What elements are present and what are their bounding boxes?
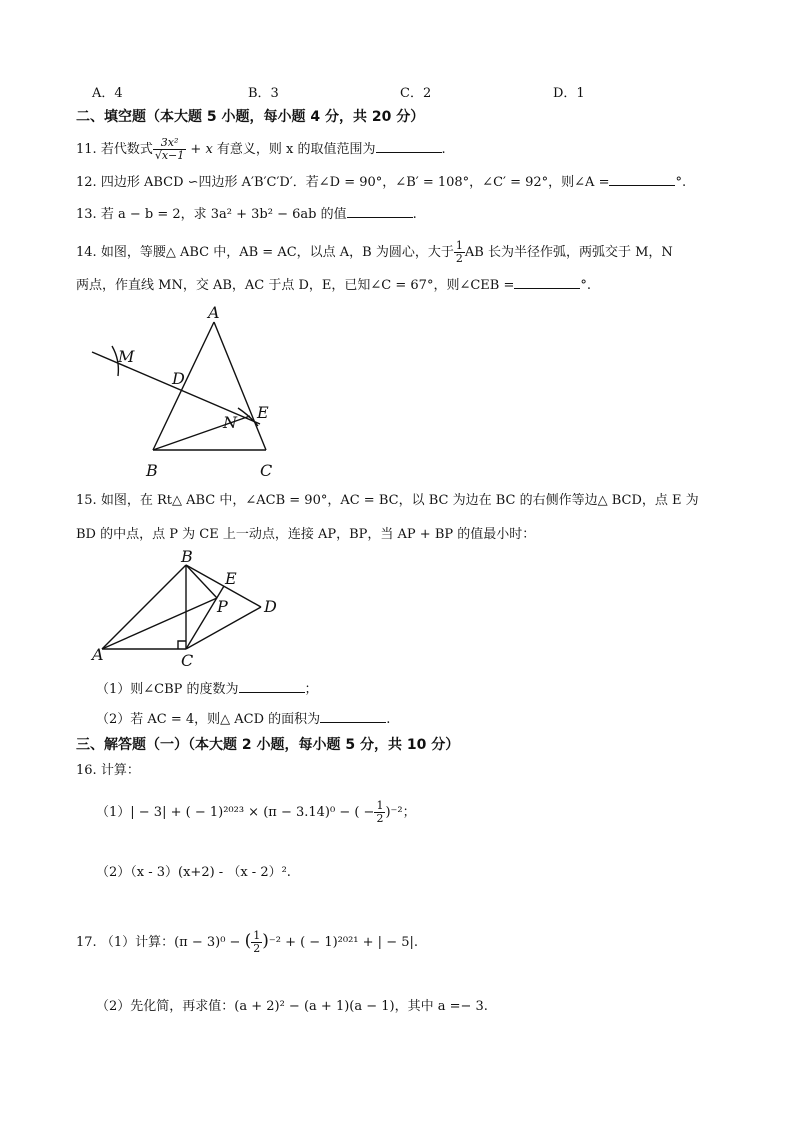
question-15-sub-1 (96, 680, 318, 699)
q17-left-paren: ( (244, 931, 252, 951)
q17-sub2: （2）先化简，再求值：(a + 2)² − (a + 1)(a − 1)，其中 a =− 3. (96, 999, 488, 1014)
q12-number: 12. (76, 175, 97, 190)
option-b: B．3 (248, 86, 279, 101)
fig14-label-b: B (146, 461, 158, 480)
q14-frac-den: 2 (455, 252, 463, 265)
figure-15 (88, 548, 288, 672)
fig14-label-n: N (223, 413, 237, 432)
q15-sub1-answer-blank (239, 680, 305, 693)
figure-14 (80, 300, 290, 480)
q15-sub1: （1）则∠CBP 的度数为 (96, 682, 239, 697)
q14-answer-blank (514, 276, 580, 289)
q11-end: . (441, 142, 446, 157)
fig15-label-e: E (225, 569, 237, 588)
fig15-label-d: D (264, 597, 277, 616)
section-2-heading: 二、填空题（本大题 5 小题，每小题 4 分，共 20 分） (76, 109, 425, 125)
q15-sub2: （2）若 AC = 4，则△ ACD 的面积为 (96, 712, 321, 727)
q11-plus: + x (190, 142, 213, 157)
q16-title: 计算： (100, 763, 140, 778)
q11-fraction (153, 137, 186, 162)
q14-line2: 两点，作直线 MN，交 AB，AC 于点 D，E，已知∠C = 67°，则∠CEB = (76, 278, 515, 293)
q16-frac-num: 1 (376, 799, 384, 812)
q15-line2: BD 的中点，点 P 为 CE 上一动点，连接 AP，BP，当 AP + BP 的值最小时： (76, 527, 536, 542)
q16-frac-den: 2 (376, 812, 384, 825)
q16-fraction (374, 800, 385, 825)
q17-number: 17. (76, 935, 97, 950)
q16-number: 16. (76, 763, 97, 778)
q13-text: 若 a − b = 2，求 3a² + 3b² − 6ab 的值 (100, 207, 347, 222)
q15-sub2-answer-blank (320, 710, 386, 723)
q15-line1: 如图，在 Rt△ ABC 中，∠ACB = 90°，AC = BC，以 BC 为边在 BC 的右侧作等边△ BCD，点 E 为 (100, 493, 699, 508)
option-a: A．4 (92, 86, 123, 101)
fig14-label-e: E (257, 403, 269, 422)
q17-sub1-a: （1）计算：(π − 3)⁰ − (100, 935, 241, 950)
option-c: C．2 (400, 86, 432, 101)
q17-right-paren: ) (262, 931, 269, 951)
q16-sub1-end: )⁻²； (385, 805, 416, 820)
question-16 (76, 762, 140, 780)
q14-line1-b: AB 长为半径作弧，两弧交于 M，N (464, 245, 673, 260)
question-11 (76, 137, 446, 162)
fig15-label-a: A (92, 645, 104, 664)
q11-number: 11. (76, 142, 97, 157)
q17-frac-num: 1 (253, 929, 261, 942)
q14-line1-a: 如图，等腰△ ABC 中，AB = AC，以点 A，B 为圆心，大于 (100, 245, 454, 260)
q17-frac-den: 2 (253, 942, 261, 955)
q17-sub1-b: ⁻² + ( − 1)²⁰²¹ + | − 5|. (268, 935, 419, 950)
question-16-sub-1 (96, 800, 416, 825)
q12-text: 四边形 ABCD ∽四边形 A′B′C′D′．若∠D = 90°，∠B′ = 108°，∠C′ = 92°，则∠A = (100, 175, 610, 190)
q11-answer-blank (376, 140, 442, 153)
q13-end: . (412, 207, 417, 222)
question-14-line-1 (76, 240, 673, 265)
fig14-label-d: D (172, 369, 185, 388)
question-16-sub-2 (96, 864, 291, 882)
question-15-line-2 (76, 526, 535, 544)
fig15-label-p: P (217, 597, 228, 616)
q15-sub1-end: ； (304, 682, 318, 697)
question-15-sub-2 (96, 710, 390, 729)
q14-end: °. (580, 278, 591, 293)
q14-fraction (454, 240, 465, 265)
question-17-sub-1 (76, 930, 418, 955)
fig15-label-b: B (181, 548, 193, 566)
q11-frac-num: 3x² (153, 137, 186, 150)
option-d: D．1 (553, 86, 585, 101)
question-13 (76, 205, 417, 224)
q16-sub2: （2）（x - 3）(x+2) - （x - 2）². (96, 865, 291, 880)
question-14-line-2 (76, 276, 591, 295)
fig14-label-m: M (118, 347, 135, 366)
q14-frac-num: 1 (455, 239, 463, 252)
q12-answer-blank (609, 173, 675, 186)
q15-number: 15. (76, 493, 97, 508)
q11-frac-den: √x−1 (154, 149, 185, 162)
fig14-label-c: C (260, 461, 273, 480)
fig15-label-c: C (181, 651, 194, 670)
q17-fraction (251, 930, 262, 955)
q11-before: 若代数式 (100, 142, 153, 157)
question-15-line-1 (76, 492, 699, 510)
q13-number: 13. (76, 207, 97, 222)
q11-after: 有意义，则 x 的取值范围为 (216, 142, 376, 157)
q12-end: °. (675, 175, 687, 190)
section-3-heading: 三、解答题（一）（本大题 2 小题，每小题 5 分，共 10 分） (76, 737, 460, 753)
question-12 (76, 173, 686, 192)
question-17-sub-2 (96, 998, 488, 1016)
q15-sub2-end: . (386, 712, 391, 727)
q14-number: 14. (76, 245, 97, 260)
q13-answer-blank (347, 205, 413, 218)
fig14-label-a: A (208, 303, 220, 322)
q16-sub1: （1）| − 3| + ( − 1)²⁰²³ × (π − 3.14)⁰ − ( − (96, 805, 375, 820)
